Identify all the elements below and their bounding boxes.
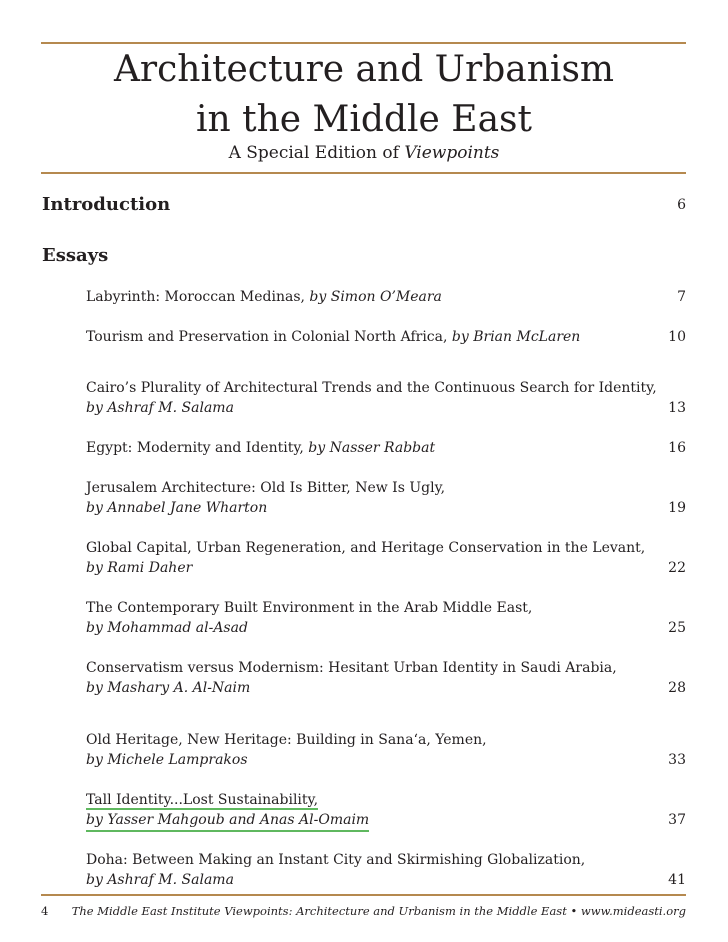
entry-title: Labyrinth: Moroccan Medinas, <box>86 289 305 305</box>
entry-author: by Annabel Jane Wharton <box>86 500 268 516</box>
entry-author: by Ashraf M. Salama <box>86 872 234 888</box>
entry-title: Jerusalem Architecture: Old Is Bitter, New Is Ugly, <box>86 480 446 496</box>
entry-page: 10 <box>668 329 686 345</box>
top-rule <box>41 42 686 44</box>
toc-entry[interactable] <box>86 378 686 418</box>
entry-author: by Mashary A. Al-Naim <box>86 680 251 696</box>
entry-page: 13 <box>668 400 686 416</box>
entry-author: by Ashraf M. Salama <box>86 400 234 416</box>
subtitle-italic: Viewpoints <box>404 143 500 163</box>
entry-page: 25 <box>668 620 686 636</box>
toc-entry-highlighted[interactable] <box>86 790 686 832</box>
toc-entry[interactable] <box>86 730 686 770</box>
header-bottom-rule <box>41 172 686 174</box>
footer-page-number: 4 <box>41 904 49 918</box>
entry-page: 22 <box>668 560 686 576</box>
entry-title: Old Heritage, New Heritage: Building in Sana‘a, Yemen, <box>86 732 487 748</box>
section-essays: Essays <box>42 245 109 266</box>
introduction-page: 6 <box>677 197 686 213</box>
toc-entry[interactable] <box>86 438 686 458</box>
toc-entry[interactable] <box>86 658 686 698</box>
entry-title: Cairo’s Plurality of Architectural Trends and the Continuous Search for Identity, <box>86 380 657 396</box>
toc-entry[interactable] <box>86 478 686 518</box>
entry-author: by Michele Lamprakos <box>86 752 248 768</box>
footer-rule <box>41 894 686 896</box>
entry-page: 28 <box>668 680 686 696</box>
entry-title: Tall Identity...Lost Sustainability, <box>86 792 319 808</box>
toc-entry[interactable] <box>86 850 686 890</box>
toc-entry[interactable] <box>86 598 686 638</box>
page-title-line1: Architecture and Urbanism <box>113 49 615 90</box>
subtitle <box>0 142 728 164</box>
entry-title: Conservatism versus Modernism: Hesitant Urban Identity in Saudi Arabia, <box>86 660 617 676</box>
entry-title: Egypt: Modernity and Identity, <box>86 440 304 456</box>
toc-entry[interactable] <box>86 327 686 347</box>
entry-author: by Yasser Mahgoub and Anas Al-Omaim <box>86 810 369 832</box>
entry-page: 16 <box>668 440 686 456</box>
entry-page: 19 <box>668 500 686 516</box>
entry-author: by Simon O’Meara <box>309 289 442 305</box>
page-title-line2: in the Middle East <box>196 99 532 140</box>
subtitle-prefix: A Special Edition of <box>228 143 399 163</box>
entry-author: by Rami Daher <box>86 560 193 576</box>
entry-page: 41 <box>668 872 686 888</box>
entry-page: 7 <box>677 289 686 305</box>
section-introduction[interactable]: Introduction <box>42 194 171 215</box>
toc-entry[interactable] <box>86 538 686 578</box>
toc-entry[interactable] <box>86 287 686 307</box>
entry-title: Doha: Between Making an Instant City and Skirmishing Globalization, <box>86 852 586 868</box>
entry-title: Tourism and Preservation in Colonial North Africa, <box>86 329 448 345</box>
entry-title: The Contemporary Built Environment in the Arab Middle East, <box>86 600 533 616</box>
footer-text: The Middle East Institute Viewpoints: Architecture and Urbanism in the Middle East • www.mideasti.org <box>71 904 686 918</box>
entry-author: by Brian McLaren <box>451 329 581 345</box>
entry-author: by Nasser Rabbat <box>308 440 436 456</box>
entry-title: Global Capital, Urban Regeneration, and Heritage Conservation in the Levant, <box>86 540 646 556</box>
entry-page: 33 <box>668 752 686 768</box>
entry-page: 37 <box>668 812 686 828</box>
entry-author: by Mohammad al-Asad <box>86 620 248 636</box>
